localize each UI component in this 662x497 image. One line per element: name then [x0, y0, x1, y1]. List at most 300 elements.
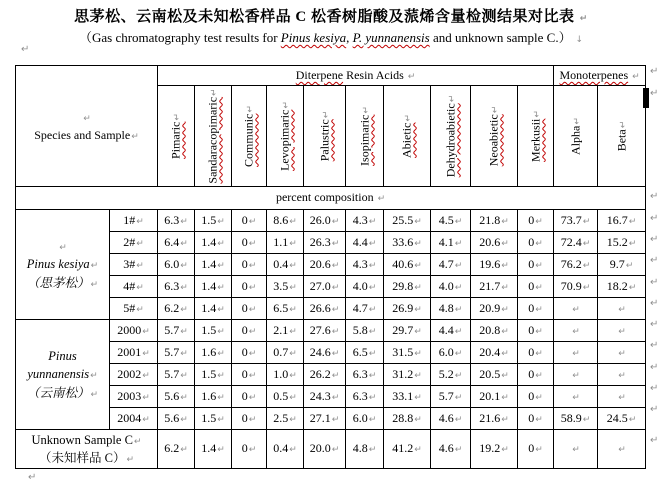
- value-cell[interactable]: [384, 210, 431, 232]
- value-cell[interactable]: [431, 320, 471, 342]
- value-cell[interactable]: [598, 430, 646, 469]
- cell-value: 21.8: [479, 212, 501, 227]
- value-cell[interactable]: [471, 386, 518, 408]
- cell-value: 4.4: [438, 322, 454, 337]
- percent-composition-cell[interactable]: [16, 187, 646, 210]
- value-cell[interactable]: [232, 364, 267, 386]
- sample-id-cell[interactable]: [110, 320, 158, 342]
- value-cell[interactable]: [471, 408, 518, 430]
- cell-value: 21.6: [479, 410, 501, 425]
- value-cell[interactable]: [346, 408, 384, 430]
- monoterpenes-header[interactable]: [554, 66, 646, 86]
- cell-value: 25.5: [392, 212, 414, 227]
- paragraph-mark-icon: ↵: [447, 94, 457, 103]
- paragraph-mark-icon: ↵: [180, 238, 188, 249]
- value-cell[interactable]: [431, 232, 471, 254]
- paragraph-mark-icon: ↵: [579, 14, 588, 24]
- sample-id-cell[interactable]: [110, 386, 158, 408]
- value-cell[interactable]: [554, 342, 598, 364]
- cell-value: 24.5: [606, 410, 628, 425]
- cell-value: 26.0: [309, 212, 331, 227]
- table-row-5: [16, 298, 646, 320]
- value-cell[interactable]: [384, 342, 431, 364]
- value-cell[interactable]: [598, 276, 646, 298]
- value-cell[interactable]: [518, 408, 554, 430]
- value-cell[interactable]: [232, 276, 267, 298]
- cell-value: 0: [241, 441, 248, 456]
- cell-value: 19.6: [479, 256, 501, 271]
- column-header-levopimaric[interactable]: [267, 86, 304, 187]
- value-cell[interactable]: [304, 430, 346, 469]
- table-row-1: [16, 210, 646, 232]
- cell-value: 1.4: [201, 256, 217, 271]
- paragraph-mark-icon: ↵: [535, 348, 543, 359]
- value-cell[interactable]: [598, 320, 646, 342]
- sample-id-cell[interactable]: [110, 232, 158, 254]
- paragraph-mark-icon: ↵: [625, 260, 634, 271]
- cell-value: 31.2: [392, 366, 414, 381]
- paragraph-mark-icon: ↵: [142, 392, 150, 403]
- paragraph-mark-icon: ↵: [142, 348, 150, 359]
- resin-acids-text: Resin Acids: [343, 67, 404, 82]
- value-cell[interactable]: [518, 276, 554, 298]
- value-cell[interactable]: [384, 276, 431, 298]
- value-cell[interactable]: [304, 320, 346, 342]
- diterpene-resin-acids-header[interactable]: [158, 66, 554, 86]
- cell-text-line: （未知样品 C）↵: [38, 451, 134, 465]
- value-cell[interactable]: [518, 298, 554, 320]
- paragraph-mark-icon: ↵: [281, 101, 292, 109]
- value-cell[interactable]: [267, 254, 304, 276]
- value-cell[interactable]: [267, 298, 304, 320]
- paragraph-mark-icon: ↵: [180, 445, 188, 456]
- value-cell[interactable]: [518, 254, 554, 276]
- column-header-palustric[interactable]: [304, 86, 346, 187]
- value-cell[interactable]: [518, 364, 554, 386]
- value-cell[interactable]: [304, 210, 346, 232]
- paragraph-mark-icon: ↵: [331, 260, 340, 271]
- cell-value: 5.7: [164, 322, 180, 337]
- value-cell[interactable]: [232, 342, 267, 364]
- value-cell[interactable]: [346, 298, 384, 320]
- cell-value: 0: [241, 410, 248, 425]
- cell-value: 76.2: [560, 256, 582, 271]
- paragraph-mark-icon: ↵: [650, 191, 659, 202]
- cell-value: 0: [241, 388, 248, 403]
- value-cell[interactable]: [518, 210, 554, 232]
- value-cell[interactable]: [158, 298, 195, 320]
- paragraph-mark-icon: ↵: [582, 282, 591, 293]
- cell-value: 1.6: [201, 344, 217, 359]
- value-cell[interactable]: [598, 386, 646, 408]
- sample-id-cell[interactable]: [110, 276, 158, 298]
- value-cell[interactable]: [598, 254, 646, 276]
- sample-id-cell[interactable]: [110, 342, 158, 364]
- paragraph-mark-icon: ↵: [180, 326, 188, 337]
- cell-value: 20.8: [479, 322, 501, 337]
- value-cell[interactable]: [195, 320, 232, 342]
- value-cell[interactable]: [232, 298, 267, 320]
- value-cell[interactable]: [304, 408, 346, 430]
- cell-value: 5.2: [438, 366, 454, 381]
- value-cell[interactable]: [518, 232, 554, 254]
- value-cell[interactable]: [158, 254, 195, 276]
- group-header-row: [16, 66, 646, 86]
- value-cell[interactable]: [267, 232, 304, 254]
- value-cell[interactable]: [431, 276, 471, 298]
- cell-value: 72.4: [560, 234, 582, 249]
- value-cell[interactable]: [195, 210, 232, 232]
- paragraph-mark-icon: ↵: [368, 445, 377, 456]
- value-cell[interactable]: [554, 276, 598, 298]
- paragraph-mark-icon: ↵: [217, 370, 225, 381]
- value-cell[interactable]: [471, 254, 518, 276]
- cell-value: 6.3: [164, 212, 180, 227]
- sample-id-cell[interactable]: [110, 408, 158, 430]
- paragraph-mark-icon: ↵: [248, 445, 257, 456]
- cell-value: 26.3: [309, 234, 331, 249]
- value-cell[interactable]: [195, 408, 232, 430]
- rotated-label: [488, 106, 501, 167]
- value-cell[interactable]: [471, 276, 518, 298]
- species-latin-name: Pinus kesiya: [280, 30, 347, 45]
- value-cell[interactable]: [471, 232, 518, 254]
- value-cell[interactable]: [554, 364, 598, 386]
- species-cell-pinus-yunnanensis[interactable]: [16, 320, 110, 430]
- column-header-abietic[interactable]: [384, 86, 431, 187]
- value-cell[interactable]: [554, 298, 598, 320]
- cell-value: 5.7: [164, 366, 180, 381]
- paragraph-mark-icon: ↵: [28, 472, 37, 483]
- value-cell[interactable]: [267, 320, 304, 342]
- cell-value: 0: [241, 234, 248, 249]
- document-title[interactable]: [0, 5, 662, 26]
- value-cell[interactable]: [384, 254, 431, 276]
- paragraph-mark-icon: ↵: [650, 383, 659, 394]
- paragraph-mark-icon: ↵: [535, 392, 543, 403]
- paragraph-mark-icon: ↵: [501, 414, 509, 425]
- paragraph-mark-icon: ↵: [618, 370, 626, 381]
- paragraph-mark-icon: ↵: [632, 71, 640, 82]
- value-cell[interactable]: [158, 276, 195, 298]
- table-row-2: [16, 232, 646, 254]
- value-cell[interactable]: [158, 232, 195, 254]
- value-cell[interactable]: [304, 254, 346, 276]
- paragraph-mark-icon: ↵: [289, 414, 297, 425]
- cell-value: 0: [528, 322, 535, 337]
- cell-value: 20.0: [309, 441, 331, 456]
- value-cell[interactable]: [267, 276, 304, 298]
- value-cell[interactable]: [195, 276, 232, 298]
- column-header-alpha[interactable]: [554, 86, 598, 187]
- value-cell[interactable]: [598, 210, 646, 232]
- paragraph-mark-icon: ↵: [454, 445, 463, 456]
- sample-id-cell[interactable]: [110, 210, 158, 232]
- value-cell[interactable]: [267, 342, 304, 364]
- paragraph-mark-icon: ↵: [501, 348, 509, 359]
- value-cell[interactable]: [304, 276, 346, 298]
- paragraph-mark-icon: ↵: [368, 326, 377, 337]
- value-cell[interactable]: [384, 298, 431, 320]
- value-cell[interactable]: [384, 320, 431, 342]
- paragraph-mark-icon: ↵: [248, 326, 257, 337]
- value-cell[interactable]: [384, 232, 431, 254]
- value-cell[interactable]: [554, 320, 598, 342]
- column-label: Abietic: [399, 122, 414, 158]
- cell-text-line: （云南松）↵: [26, 385, 99, 400]
- value-cell[interactable]: [232, 430, 267, 469]
- sample-id: 2003: [117, 388, 142, 403]
- value-cell[interactable]: [267, 386, 304, 408]
- paragraph-mark-icon: ↵: [142, 326, 150, 337]
- paragraph-mark-icon: ↵: [217, 414, 225, 425]
- value-cell[interactable]: [346, 364, 384, 386]
- cell-value: 0: [241, 322, 248, 337]
- paragraph-mark-icon: ↵: [368, 238, 377, 249]
- cell-value: 6.0: [438, 344, 454, 359]
- paragraph-mark-icon: ↵: [180, 392, 188, 403]
- value-cell[interactable]: [195, 364, 232, 386]
- paragraph-mark-icon: ↵: [414, 282, 422, 293]
- value-cell[interactable]: [346, 320, 384, 342]
- column-header-pimaric[interactable]: [158, 86, 195, 187]
- value-cell[interactable]: [267, 364, 304, 386]
- cell-value: 4.6: [438, 441, 454, 456]
- column-header-beta[interactable]: [598, 86, 646, 187]
- cell-value: 1.4: [201, 278, 217, 293]
- value-cell[interactable]: [158, 364, 195, 386]
- paragraph-mark-icon: ↵: [289, 326, 297, 337]
- paragraph-mark-icon: ↵: [248, 348, 257, 359]
- value-cell[interactable]: [471, 210, 518, 232]
- value-cell[interactable]: [232, 408, 267, 430]
- paragraph-mark-icon: ↵: [454, 304, 463, 315]
- value-cell[interactable]: [195, 232, 232, 254]
- value-cell[interactable]: [554, 210, 598, 232]
- value-cell[interactable]: [346, 232, 384, 254]
- value-cell[interactable]: [346, 254, 384, 276]
- paragraph-mark-icon: ↵: [572, 117, 583, 125]
- paragraph-mark-icon: ↵: [414, 216, 422, 227]
- value-cell[interactable]: [554, 408, 598, 430]
- paragraph-mark-icon: ↵: [501, 282, 509, 293]
- value-cell[interactable]: [471, 364, 518, 386]
- value-cell[interactable]: [346, 430, 384, 469]
- paragraph-mark-icon: ↵: [572, 370, 580, 381]
- value-cell[interactable]: [346, 386, 384, 408]
- value-cell[interactable]: [195, 254, 232, 276]
- paragraph-mark-icon: ↵: [407, 71, 416, 82]
- cell-value: 0: [528, 300, 535, 315]
- value-cell[interactable]: [431, 364, 471, 386]
- value-cell[interactable]: [304, 386, 346, 408]
- paragraph-mark-icon: ↵: [209, 88, 220, 96]
- value-cell[interactable]: [232, 210, 267, 232]
- paragraph-mark-icon: ↵: [454, 414, 463, 425]
- column-label: Isopimaric: [357, 114, 371, 166]
- species-cell-pinus-kesiya[interactable]: [16, 210, 110, 320]
- cell-value: 26.2: [309, 366, 331, 381]
- value-cell[interactable]: [554, 232, 598, 254]
- cell-value: 20.4: [479, 344, 501, 359]
- cell-value: 4.8: [352, 441, 368, 456]
- cell-value: 6.5: [273, 300, 289, 315]
- paragraph-mark-icon: ↵: [618, 120, 629, 129]
- table-body: [16, 187, 646, 469]
- column-header-merkusii[interactable]: [518, 86, 554, 187]
- paragraph-mark-icon: ↵: [403, 114, 414, 122]
- paragraph-mark-icon: ↵: [414, 348, 422, 359]
- value-cell[interactable]: [158, 210, 195, 232]
- value-cell[interactable]: [471, 430, 518, 469]
- column-header-neoabietic[interactable]: [471, 86, 518, 187]
- value-cell[interactable]: [232, 232, 267, 254]
- cell-value: 4.6: [438, 410, 454, 425]
- column-header-sandaracopimaric[interactable]: [195, 86, 232, 187]
- value-cell[interactable]: [158, 408, 195, 430]
- paragraph-mark-icon: ↵: [535, 304, 543, 315]
- rotated-label: [444, 95, 457, 178]
- value-cell[interactable]: [304, 364, 346, 386]
- column-header-isopimaric[interactable]: [346, 86, 384, 187]
- paragraph-mark-icon: ↵: [618, 445, 626, 456]
- value-cell[interactable]: [304, 298, 346, 320]
- value-cell[interactable]: [232, 254, 267, 276]
- paragraph-mark-icon: ↵: [535, 216, 543, 227]
- value-cell[interactable]: [267, 408, 304, 430]
- paragraph-mark-icon: ↵: [650, 234, 659, 245]
- value-cell[interactable]: [158, 342, 195, 364]
- value-cell[interactable]: [518, 430, 554, 469]
- paragraph-mark-icon: ↵: [414, 392, 422, 403]
- paragraph-mark-icon: ↵: [248, 216, 257, 227]
- value-cell[interactable]: [158, 430, 195, 469]
- cell-value: 0: [528, 410, 535, 425]
- value-cell[interactable]: [346, 210, 384, 232]
- unknown-sample-label-cell[interactable]: [16, 430, 158, 469]
- value-cell[interactable]: [471, 342, 518, 364]
- rotated-label: [318, 111, 331, 162]
- value-cell[interactable]: [304, 342, 346, 364]
- paragraph-mark-icon: ↵: [582, 260, 591, 271]
- paragraph-mark-icon: ↵: [331, 445, 340, 456]
- value-cell[interactable]: [431, 342, 471, 364]
- value-cell[interactable]: [346, 276, 384, 298]
- sample-id: 4#: [123, 278, 136, 293]
- value-cell[interactable]: [518, 320, 554, 342]
- value-cell[interactable]: [431, 254, 471, 276]
- rotated-label: [358, 106, 371, 166]
- paragraph-mark-icon: ↵: [501, 238, 509, 249]
- value-cell[interactable]: [554, 254, 598, 276]
- sample-id: 1#: [123, 212, 136, 227]
- value-cell[interactable]: [158, 320, 195, 342]
- species-and-sample-header[interactable]: [16, 66, 158, 187]
- paragraph-mark-icon: ↵: [217, 445, 225, 456]
- value-cell[interactable]: [384, 408, 431, 430]
- paragraph-mark-icon: ↵: [217, 282, 225, 293]
- cell-value: 6.3: [352, 366, 368, 381]
- value-cell[interactable]: [598, 342, 646, 364]
- paragraph-mark-icon: ↵: [535, 282, 543, 293]
- cell-value: 0: [241, 300, 248, 315]
- column-header-dehydroabietic[interactable]: [431, 86, 471, 187]
- value-cell[interactable]: [431, 298, 471, 320]
- value-cell[interactable]: [471, 298, 518, 320]
- cell-value: 20.9: [479, 300, 501, 315]
- value-cell[interactable]: [195, 342, 232, 364]
- value-cell[interactable]: [554, 386, 598, 408]
- value-cell[interactable]: [431, 386, 471, 408]
- cell-value: 40.6: [392, 256, 414, 271]
- column-label: Alpha: [568, 125, 583, 155]
- table-row-2004: [16, 408, 646, 430]
- value-cell[interactable]: [518, 342, 554, 364]
- sample-id: 2004: [117, 410, 142, 425]
- value-cell[interactable]: [598, 408, 646, 430]
- value-cell[interactable]: [158, 386, 195, 408]
- rotated-label: [529, 110, 542, 162]
- value-cell[interactable]: [304, 232, 346, 254]
- value-cell[interactable]: [384, 430, 431, 469]
- paragraph-mark-icon: ↵: [136, 260, 144, 271]
- paragraph-mark-icon: ↵: [142, 370, 150, 381]
- value-cell[interactable]: [195, 298, 232, 320]
- paragraph-mark-icon: ↵: [535, 326, 543, 337]
- value-cell[interactable]: [195, 430, 232, 469]
- value-cell[interactable]: [598, 232, 646, 254]
- paragraph-mark-icon: ↵: [501, 392, 509, 403]
- paragraph-mark-icon: ↵: [289, 304, 297, 315]
- value-cell[interactable]: [232, 386, 267, 408]
- value-cell[interactable]: [232, 320, 267, 342]
- cell-value: 1.5: [201, 410, 217, 425]
- value-cell[interactable]: [431, 408, 471, 430]
- value-cell[interactable]: [346, 342, 384, 364]
- paragraph-mark-icon: ↵: [289, 260, 297, 271]
- value-cell[interactable]: [195, 386, 232, 408]
- cell-value: 4.7: [352, 300, 368, 315]
- paragraph-mark-icon: ↵: [90, 279, 99, 290]
- cell-value: 20.6: [479, 234, 501, 249]
- value-cell[interactable]: [267, 210, 304, 232]
- paragraph-mark-icon: ↵: [248, 260, 257, 271]
- paragraph-mark-icon: ↵: [501, 370, 509, 381]
- column-header-communic[interactable]: [232, 86, 267, 187]
- sample-id-cell[interactable]: [110, 364, 158, 386]
- value-cell[interactable]: [384, 364, 431, 386]
- sample-id: 2001: [117, 344, 142, 359]
- document-subtitle[interactable]: [0, 27, 662, 46]
- value-cell[interactable]: [267, 430, 304, 469]
- value-cell[interactable]: [384, 386, 431, 408]
- value-cell[interactable]: [471, 320, 518, 342]
- sample-id-cell[interactable]: [110, 254, 158, 276]
- rotated-label: [569, 117, 582, 155]
- value-cell[interactable]: [431, 210, 471, 232]
- value-cell[interactable]: [554, 430, 598, 469]
- value-cell[interactable]: [431, 430, 471, 469]
- paragraph-mark-icon: ↵: [414, 445, 422, 456]
- paragraph-mark-icon: ↵: [180, 348, 188, 359]
- paragraph-mark-icon: ↵: [136, 238, 144, 249]
- value-cell[interactable]: [518, 386, 554, 408]
- value-cell[interactable]: [598, 298, 646, 320]
- sample-id-cell[interactable]: [110, 298, 158, 320]
- value-cell[interactable]: [598, 364, 646, 386]
- cell-value: 9.7: [609, 256, 625, 271]
- paragraph-mark-icon: ↵: [172, 113, 183, 121]
